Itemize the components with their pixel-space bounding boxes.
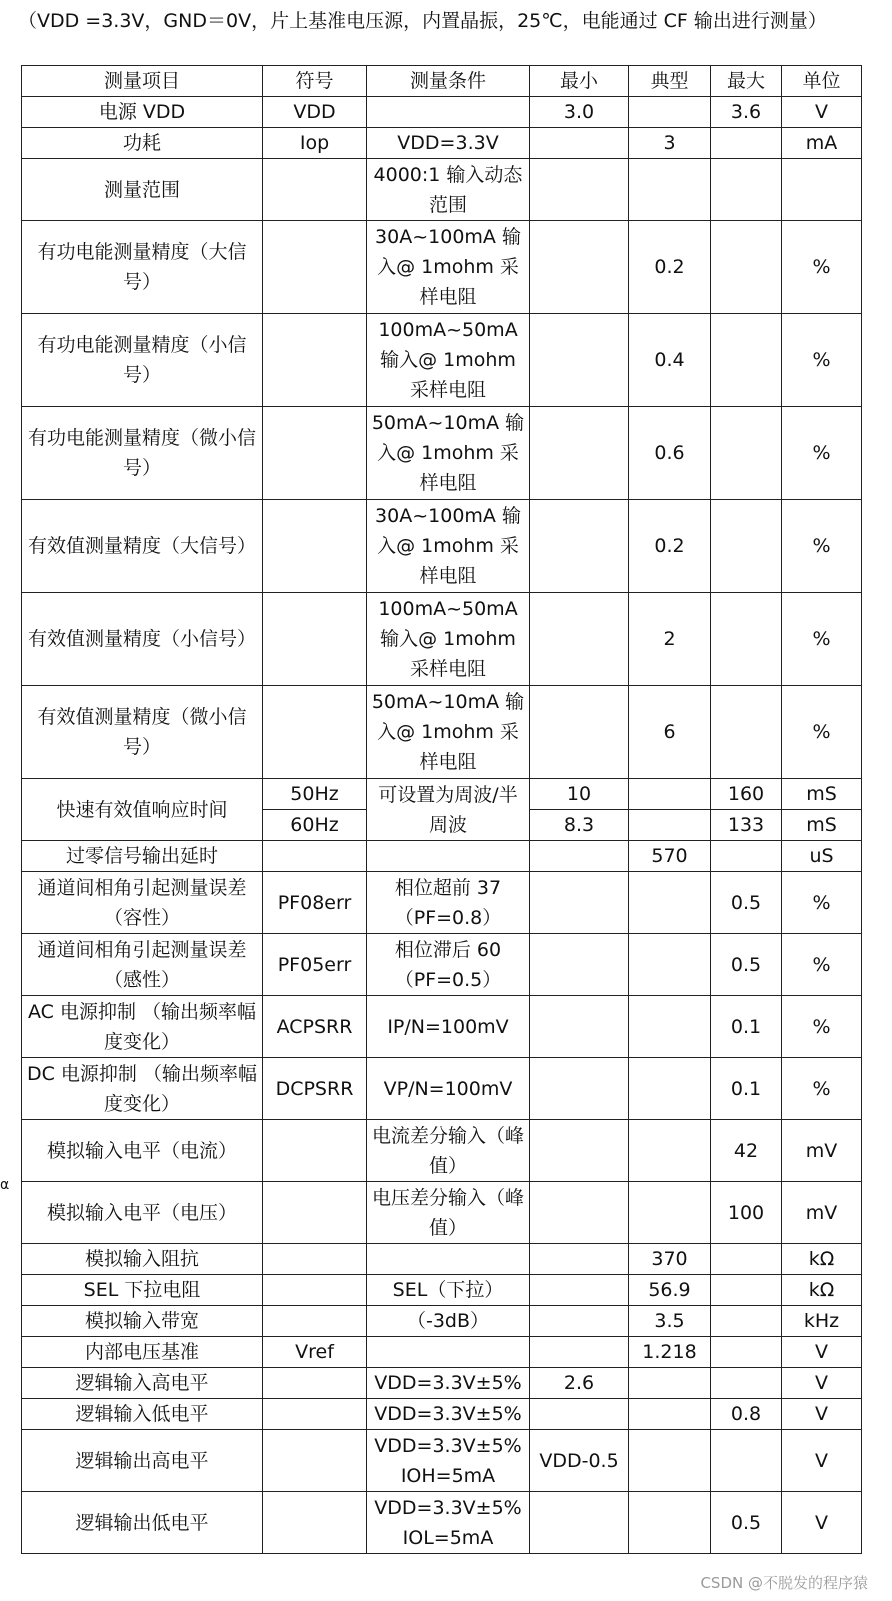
cell-item: 有效值测量精度（微小信号） [22, 686, 263, 779]
cell-condition: 电压差分输入（峰值） [367, 1182, 530, 1244]
cell-unit: % [782, 407, 862, 500]
cell-min [530, 314, 629, 407]
cell-max: 0.5 [711, 872, 782, 934]
cell-max [711, 1244, 782, 1275]
cell-item: 模拟输入带宽 [22, 1306, 263, 1337]
cell-typ [629, 1430, 711, 1492]
cell-max [711, 1368, 782, 1399]
cell-symbol [263, 1368, 367, 1399]
cell-unit: % [782, 593, 862, 686]
cell-unit: kΩ [782, 1275, 862, 1306]
cell-condition: 50mA~10mA 输入@ 1mohm 采样电阻 [367, 686, 530, 779]
cell-max: 0.1 [711, 1058, 782, 1120]
cell-min: VDD-0.5 [530, 1430, 629, 1492]
cell-unit: % [782, 500, 862, 593]
cell-unit: V [782, 97, 862, 128]
cell-unit: % [782, 221, 862, 314]
table-caption: （VDD =3.3V，GND＝0V，片上基准电压源，内置晶振，25℃，电能通过 CF 输出进行测量） [18, 10, 827, 32]
cell-unit [782, 159, 862, 221]
cell-typ: 6 [629, 686, 711, 779]
cell-condition [367, 1244, 530, 1275]
cell-max [711, 314, 782, 407]
cell-min [530, 934, 629, 996]
cell-min [530, 1244, 629, 1275]
cell-item: 有效值测量精度（大信号） [22, 500, 263, 593]
header-symbol: 符号 [263, 66, 367, 97]
cell-condition: IP/N=100mV [367, 996, 530, 1058]
cell-typ [629, 779, 711, 810]
cell-condition [367, 841, 530, 872]
cell-symbol [263, 500, 367, 593]
cell-symbol [263, 1430, 367, 1492]
cell-typ: 0.4 [629, 314, 711, 407]
table-row [22, 314, 862, 407]
cell-max: 42 [711, 1120, 782, 1182]
cell-min: 3.0 [530, 97, 629, 128]
cell-symbol: VDD [263, 97, 367, 128]
table-row [22, 1399, 862, 1430]
table-row [22, 872, 862, 934]
cell-symbol [263, 1182, 367, 1244]
header-unit: 单位 [782, 66, 862, 97]
cell-item: 内部电压基准 [22, 1337, 263, 1368]
cell-typ [629, 1368, 711, 1399]
cell-item: 测量范围 [22, 159, 263, 221]
cell-min: 8.3 [530, 810, 629, 841]
cell-condition: VP/N=100mV [367, 1058, 530, 1120]
header-item: 测量项目 [22, 66, 263, 97]
table-row [22, 1368, 862, 1399]
cell-condition: 30A~100mA 输入@ 1mohm 采样电阻 [367, 221, 530, 314]
cell-max [711, 500, 782, 593]
cell-condition: VDD=3.3V±5% [367, 1399, 530, 1430]
cell-min [530, 593, 629, 686]
cell-item: 过零信号输出延时 [22, 841, 263, 872]
cell-condition: VDD=3.3V±5% [367, 1368, 530, 1399]
cell-typ: 0.2 [629, 500, 711, 593]
cell-min [530, 872, 629, 934]
cell-max [711, 1306, 782, 1337]
cell-typ [629, 996, 711, 1058]
cell-item: DC 电源抑制 （输出频率幅度变化） [22, 1058, 263, 1120]
cell-typ [629, 159, 711, 221]
cell-unit: V [782, 1492, 862, 1554]
cell-max [711, 686, 782, 779]
cell-symbol [263, 593, 367, 686]
table-row [22, 159, 862, 221]
cell-condition: VDD=3.3V±5% IOH=5mA [367, 1430, 530, 1492]
cell-typ [629, 1120, 711, 1182]
cell-condition: 30A~100mA 输入@ 1mohm 采样电阻 [367, 500, 530, 593]
table-row [22, 841, 862, 872]
cell-unit: V [782, 1368, 862, 1399]
cell-item: 电源 VDD [22, 97, 263, 128]
cell-condition: 相位超前 37（PF=0.8） [367, 872, 530, 934]
table-row [22, 1337, 862, 1368]
cell-condition: VDD=3.3V±5% IOL=5mA [367, 1492, 530, 1554]
cell-min [530, 128, 629, 159]
cell-condition: 4000:1 输入动态范围 [367, 159, 530, 221]
cell-condition: 100mA~50mA 输入@ 1mohm 采样电阻 [367, 593, 530, 686]
cell-unit: kΩ [782, 1244, 862, 1275]
cell-symbol: PF08err [263, 872, 367, 934]
cell-item: 通道间相角引起测量误差（容性） [22, 872, 263, 934]
cell-min [530, 1182, 629, 1244]
table-row [22, 1275, 862, 1306]
cell-typ: 370 [629, 1244, 711, 1275]
header-max: 最大 [711, 66, 782, 97]
cell-max [711, 221, 782, 314]
cell-item: 快速有效值响应时间 [22, 779, 263, 841]
cell-typ: 3 [629, 128, 711, 159]
table-row [22, 934, 862, 996]
cell-unit: uS [782, 841, 862, 872]
cell-symbol: PF05err [263, 934, 367, 996]
cell-unit: mV [782, 1120, 862, 1182]
cell-typ [629, 872, 711, 934]
cell-unit: mS [782, 810, 862, 841]
cell-typ [629, 1058, 711, 1120]
cell-typ: 3.5 [629, 1306, 711, 1337]
cell-min [530, 841, 629, 872]
cell-item: 有功电能测量精度（小信号） [22, 314, 263, 407]
cell-unit: V [782, 1399, 862, 1430]
table-row [22, 1306, 862, 1337]
cell-symbol: Vref [263, 1337, 367, 1368]
cell-min [530, 221, 629, 314]
cell-max [711, 128, 782, 159]
cell-unit: mS [782, 779, 862, 810]
cell-symbol [263, 1399, 367, 1430]
header-typ: 典型 [629, 66, 711, 97]
cell-unit: kHz [782, 1306, 862, 1337]
cell-typ [629, 934, 711, 996]
cell-max: 100 [711, 1182, 782, 1244]
table-row [22, 1058, 862, 1120]
cell-typ [629, 1399, 711, 1430]
cell-item: 模拟输入阻抗 [22, 1244, 263, 1275]
cell-condition: SEL（下拉） [367, 1275, 530, 1306]
header-min: 最小 [530, 66, 629, 97]
side-mark: α [0, 1177, 10, 1193]
table-row [22, 1244, 862, 1275]
cell-condition: 50mA~10mA 输入@ 1mohm 采样电阻 [367, 407, 530, 500]
cell-symbol [263, 1244, 367, 1275]
cell-max: 0.5 [711, 934, 782, 996]
table-row [22, 779, 862, 810]
cell-typ [629, 97, 711, 128]
cell-unit: % [782, 872, 862, 934]
table-row [22, 221, 862, 314]
cell-typ: 1.218 [629, 1337, 711, 1368]
cell-typ: 56.9 [629, 1275, 711, 1306]
cell-min [530, 1337, 629, 1368]
cell-min [530, 1399, 629, 1430]
cell-max [711, 593, 782, 686]
cell-symbol [263, 1275, 367, 1306]
cell-unit: % [782, 314, 862, 407]
watermark-text: CSDN @不脱发的程序猿 [700, 1574, 868, 1592]
table-row [22, 128, 862, 159]
cell-max: 0.8 [711, 1399, 782, 1430]
cell-symbol: DCPSRR [263, 1058, 367, 1120]
table-row [22, 97, 862, 128]
cell-max: 0.5 [711, 1492, 782, 1554]
cell-typ [629, 1182, 711, 1244]
cell-symbol [263, 841, 367, 872]
cell-condition: 电流差分输入（峰值） [367, 1120, 530, 1182]
cell-min [530, 159, 629, 221]
cell-min [530, 500, 629, 593]
cell-unit: % [782, 1058, 862, 1120]
cell-min [530, 1492, 629, 1554]
cell-typ: 0.6 [629, 407, 711, 500]
cell-symbol [263, 314, 367, 407]
cell-unit: mA [782, 128, 862, 159]
cell-unit: % [782, 934, 862, 996]
header-condition: 测量条件 [367, 66, 530, 97]
cell-symbol [263, 1492, 367, 1554]
cell-max [711, 1430, 782, 1492]
cell-symbol: 50Hz [263, 779, 367, 810]
cell-max: 160 [711, 779, 782, 810]
cell-item: 逻辑输出低电平 [22, 1492, 263, 1554]
cell-item: SEL 下拉电阻 [22, 1275, 263, 1306]
table-row [22, 996, 862, 1058]
cell-unit: % [782, 996, 862, 1058]
cell-unit: mV [782, 1182, 862, 1244]
cell-max [711, 1275, 782, 1306]
table-row [22, 686, 862, 779]
cell-typ [629, 1492, 711, 1554]
table-row [22, 407, 862, 500]
cell-item: 模拟输入电平（电流） [22, 1120, 263, 1182]
cell-min [530, 996, 629, 1058]
cell-min [530, 1120, 629, 1182]
cell-min: 2.6 [530, 1368, 629, 1399]
cell-min [530, 1275, 629, 1306]
cell-item: 模拟输入电平（电压） [22, 1182, 263, 1244]
cell-condition: 相位滞后 60（PF=0.5） [367, 934, 530, 996]
cell-max [711, 159, 782, 221]
cell-max: 0.1 [711, 996, 782, 1058]
cell-max [711, 1337, 782, 1368]
cell-max: 3.6 [711, 97, 782, 128]
cell-condition: （-3dB） [367, 1306, 530, 1337]
table-row [22, 500, 862, 593]
header-row [22, 66, 862, 97]
cell-unit: % [782, 686, 862, 779]
cell-item: AC 电源抑制 （输出频率幅度变化） [22, 996, 263, 1058]
cell-max [711, 841, 782, 872]
cell-symbol: 60Hz [263, 810, 367, 841]
cell-item: 逻辑输入高电平 [22, 1368, 263, 1399]
cell-condition [367, 97, 530, 128]
cell-max: 133 [711, 810, 782, 841]
cell-item: 有功电能测量精度（大信号） [22, 221, 263, 314]
cell-max [711, 407, 782, 500]
cell-unit: V [782, 1337, 862, 1368]
table-row [22, 1492, 862, 1554]
cell-min [530, 1306, 629, 1337]
cell-symbol [263, 686, 367, 779]
cell-symbol [263, 1120, 367, 1182]
cell-symbol: Iop [263, 128, 367, 159]
cell-item: 功耗 [22, 128, 263, 159]
cell-min: 10 [530, 779, 629, 810]
cell-unit: V [782, 1430, 862, 1492]
cell-condition: 可设置为周波/半周波 [367, 779, 530, 841]
cell-item: 逻辑输出高电平 [22, 1430, 263, 1492]
cell-condition: VDD=3.3V [367, 128, 530, 159]
cell-condition [367, 1337, 530, 1368]
cell-symbol [263, 407, 367, 500]
cell-item: 逻辑输入低电平 [22, 1399, 263, 1430]
cell-item: 有效值测量精度（小信号） [22, 593, 263, 686]
cell-symbol [263, 221, 367, 314]
cell-typ [629, 810, 711, 841]
cell-min [530, 686, 629, 779]
cell-item: 有功电能测量精度（微小信号） [22, 407, 263, 500]
cell-typ: 570 [629, 841, 711, 872]
cell-item: 通道间相角引起测量误差（感性） [22, 934, 263, 996]
cell-min [530, 1058, 629, 1120]
cell-symbol: ACPSRR [263, 996, 367, 1058]
cell-symbol [263, 1306, 367, 1337]
cell-symbol [263, 159, 367, 221]
table-row [22, 1430, 862, 1492]
cell-condition: 100mA~50mA 输入@ 1mohm 采样电阻 [367, 314, 530, 407]
cell-typ: 0.2 [629, 221, 711, 314]
table-row [22, 1120, 862, 1182]
cell-typ: 2 [629, 593, 711, 686]
spec-table [21, 65, 862, 1554]
cell-min [530, 407, 629, 500]
table-row [22, 593, 862, 686]
table-row [22, 1182, 862, 1244]
